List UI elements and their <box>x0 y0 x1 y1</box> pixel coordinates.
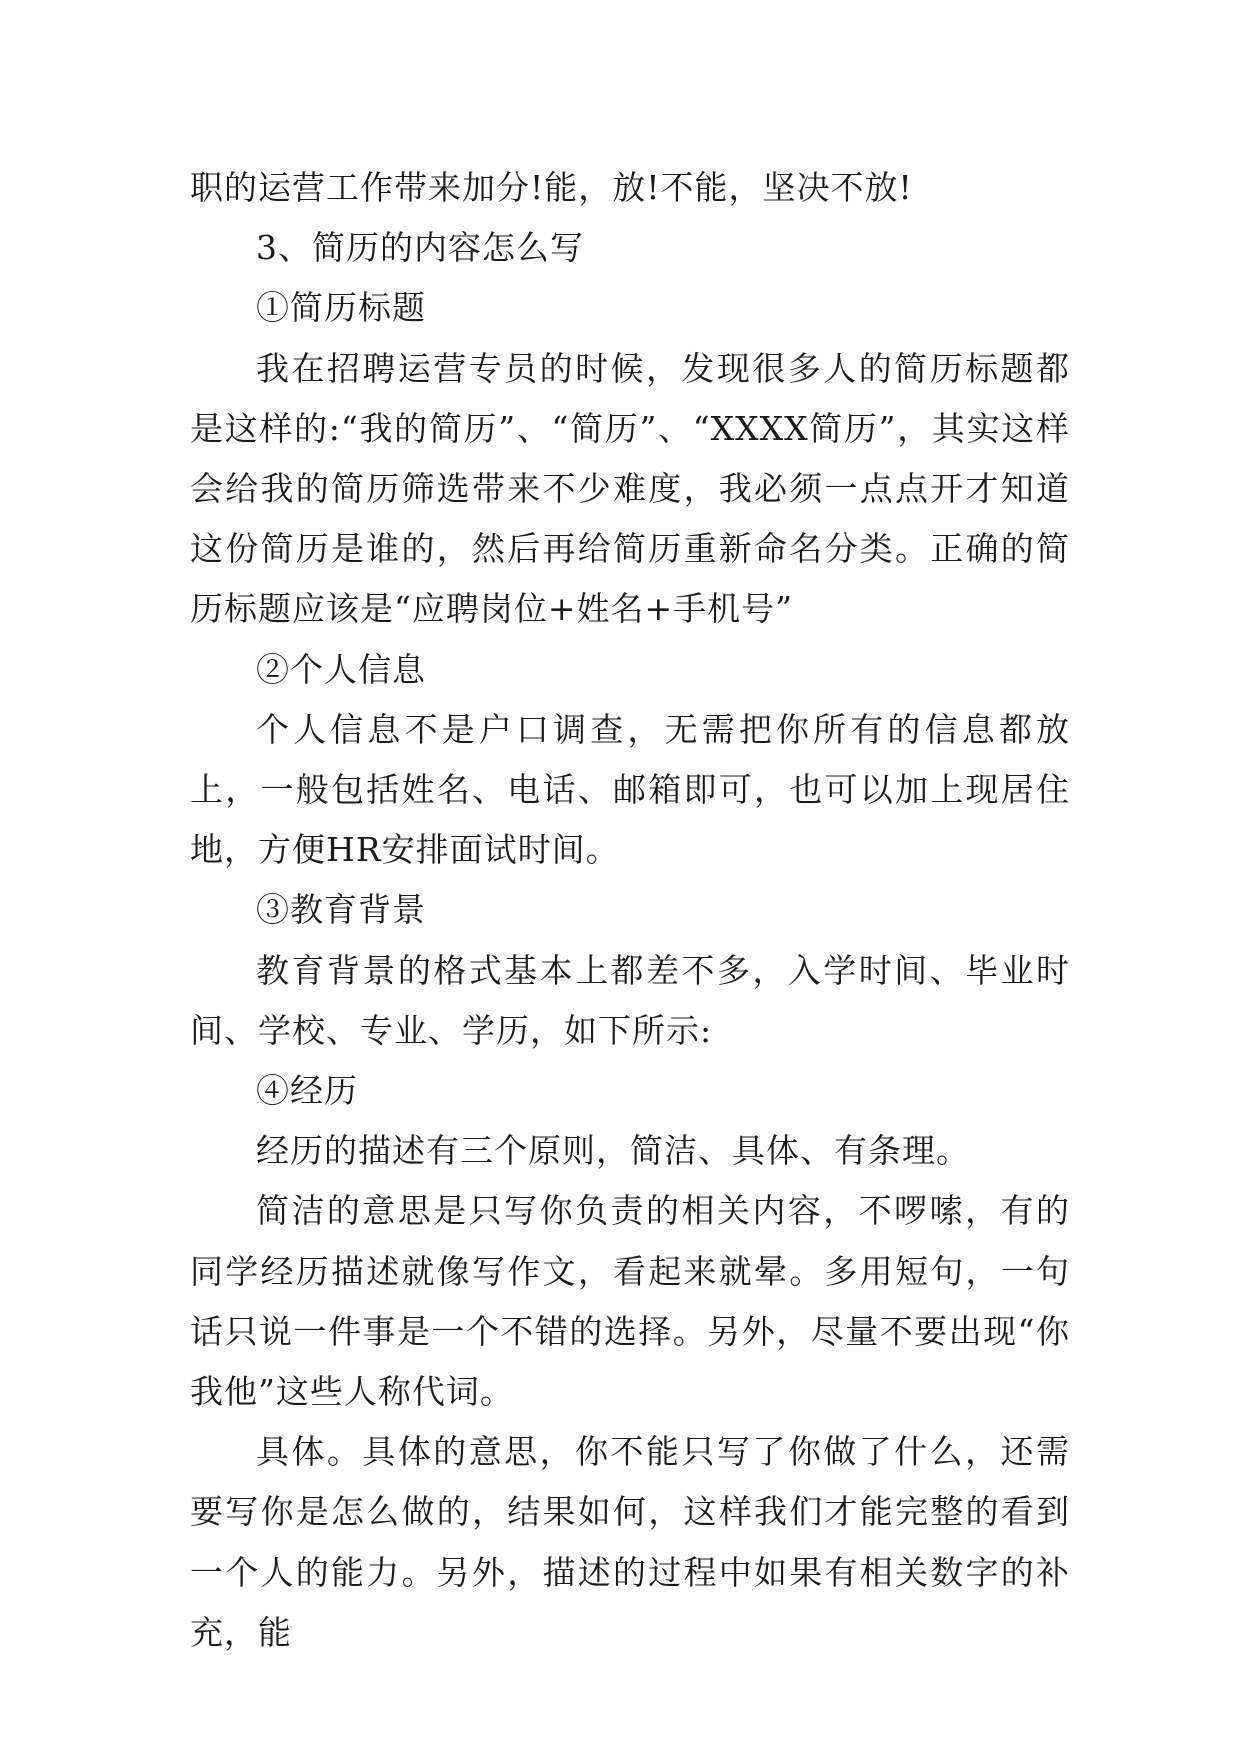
paragraph: 我在招聘运营专员的时候，发现很多人的简历标题都是这样的:“我的简历”、“简历”、“XXXX简历”，其实这样会给我的简历筛选带来不少难度，我必须一点点开才知道这份简历是谁的，然后再给简历重新命名分类。正确的简历标题应该是“应聘岗位+姓名+手机号” <box>190 348 1070 629</box>
subsection-heading: ④经历 <box>256 1071 358 1111</box>
document-body <box>190 158 1070 1663</box>
paragraph: 简洁的意思是只写你负责的相关内容，不啰嗦，有的同学经历描述就像写作文，看起来就晕。多用短句，一句话只说一件事是一个不错的选择。另外，尽量不要出现“你我他”这些人称代词。 <box>190 1191 1070 1412</box>
paragraph: 具体。具体的意思，你不能只写了你做了什么，还需要写你是怎么做的，结果如何，这样我们才能完整的看到一个人的能力。另外，描述的过程中如果有相关数字的补充，能 <box>190 1432 1070 1652</box>
subsection-heading: ③教育背景 <box>256 890 426 930</box>
section-heading: 3、简历的内容怎么写 <box>256 228 584 268</box>
paragraph: 教育背景的格式基本上都差不多，入学时间、毕业时间、学校、专业、学历，如下所示: <box>190 950 1070 1050</box>
paragraph: 职的运营工作带来加分!能，放!不能，坚决不放! <box>190 168 913 207</box>
paragraph: 个人信息不是户口调查，无需把你所有的信息都放上，一般包括姓名、电话、邮箱即可，也可以加上现居住地，方便HR安排面试时间。 <box>190 709 1070 870</box>
subsection-heading: ②个人信息 <box>256 649 426 689</box>
subsection-heading: ①简历标题 <box>256 288 426 328</box>
paragraph: 经历的描述有三个原则，简洁、具体、有条理。 <box>256 1131 970 1171</box>
